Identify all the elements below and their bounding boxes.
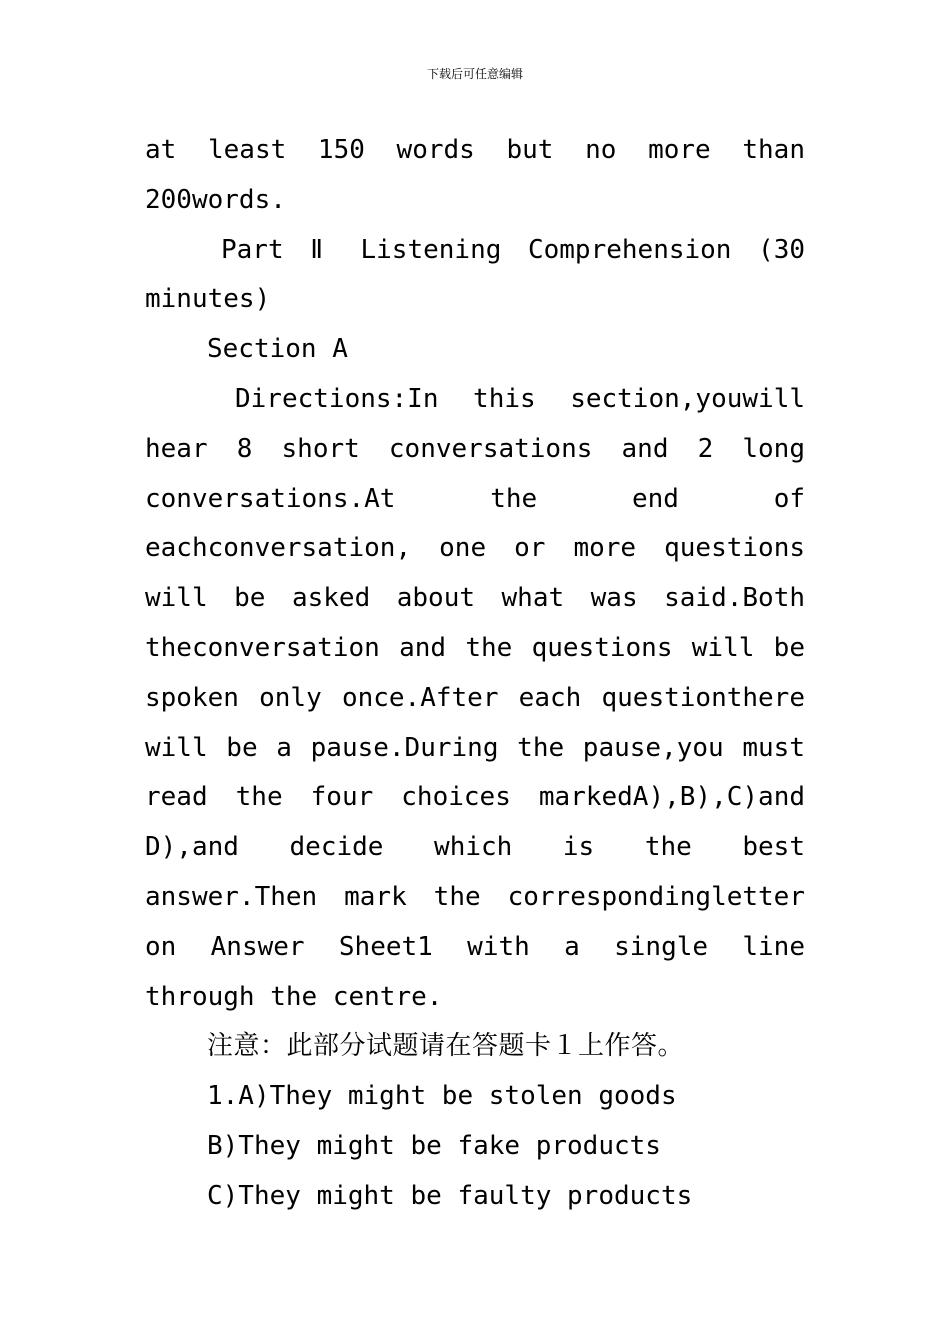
intro-line-2: 200words. xyxy=(145,184,286,215)
directions-last-line: through the centre. xyxy=(145,981,443,1012)
section-heading: Section A xyxy=(207,334,348,365)
directions-line: read the four choices markedA),B),C)and xyxy=(145,782,805,813)
directions-line: conversations.At the end of xyxy=(145,483,805,514)
directions-line: answer.Then mark the correspondingletter xyxy=(145,881,805,912)
question-1-option-c: C)They might be faulty products xyxy=(207,1180,693,1211)
part-heading-line-1: Part Ⅱ Listening Comprehension (30 xyxy=(221,234,805,265)
document-body xyxy=(145,126,805,1222)
question-1-option-b: B)They might be fake products xyxy=(207,1130,661,1161)
directions-line: spoken only once.After each questionthere xyxy=(145,682,805,713)
question-1-option-a: 1.A)They might be stolen goods xyxy=(207,1081,677,1112)
part-heading-line-2: minutes) xyxy=(145,284,271,315)
directions-line: Directions:In this section,youwill xyxy=(235,383,805,414)
directions-line: eachconversation, one or more questions xyxy=(145,533,805,564)
directions-line: theconversation and the questions will be xyxy=(145,632,805,663)
answer-sheet-note: 注意：此部分试题请在答题卡１上作答。 xyxy=(207,1031,685,1062)
intro-line-1: at least 150 words but no more than xyxy=(145,135,805,165)
directions-line: D),and decide which is the best xyxy=(145,832,805,863)
directions-line: hear 8 short conversations and 2 long xyxy=(145,433,805,464)
directions-line: will be a pause.During the pause,you must xyxy=(145,732,805,763)
directions-line: will be asked about what was said.Both xyxy=(145,583,805,614)
directions-line: on Answer Sheet1 with a single line xyxy=(145,931,805,962)
page-header: 下载后可任意编辑 xyxy=(426,67,523,81)
